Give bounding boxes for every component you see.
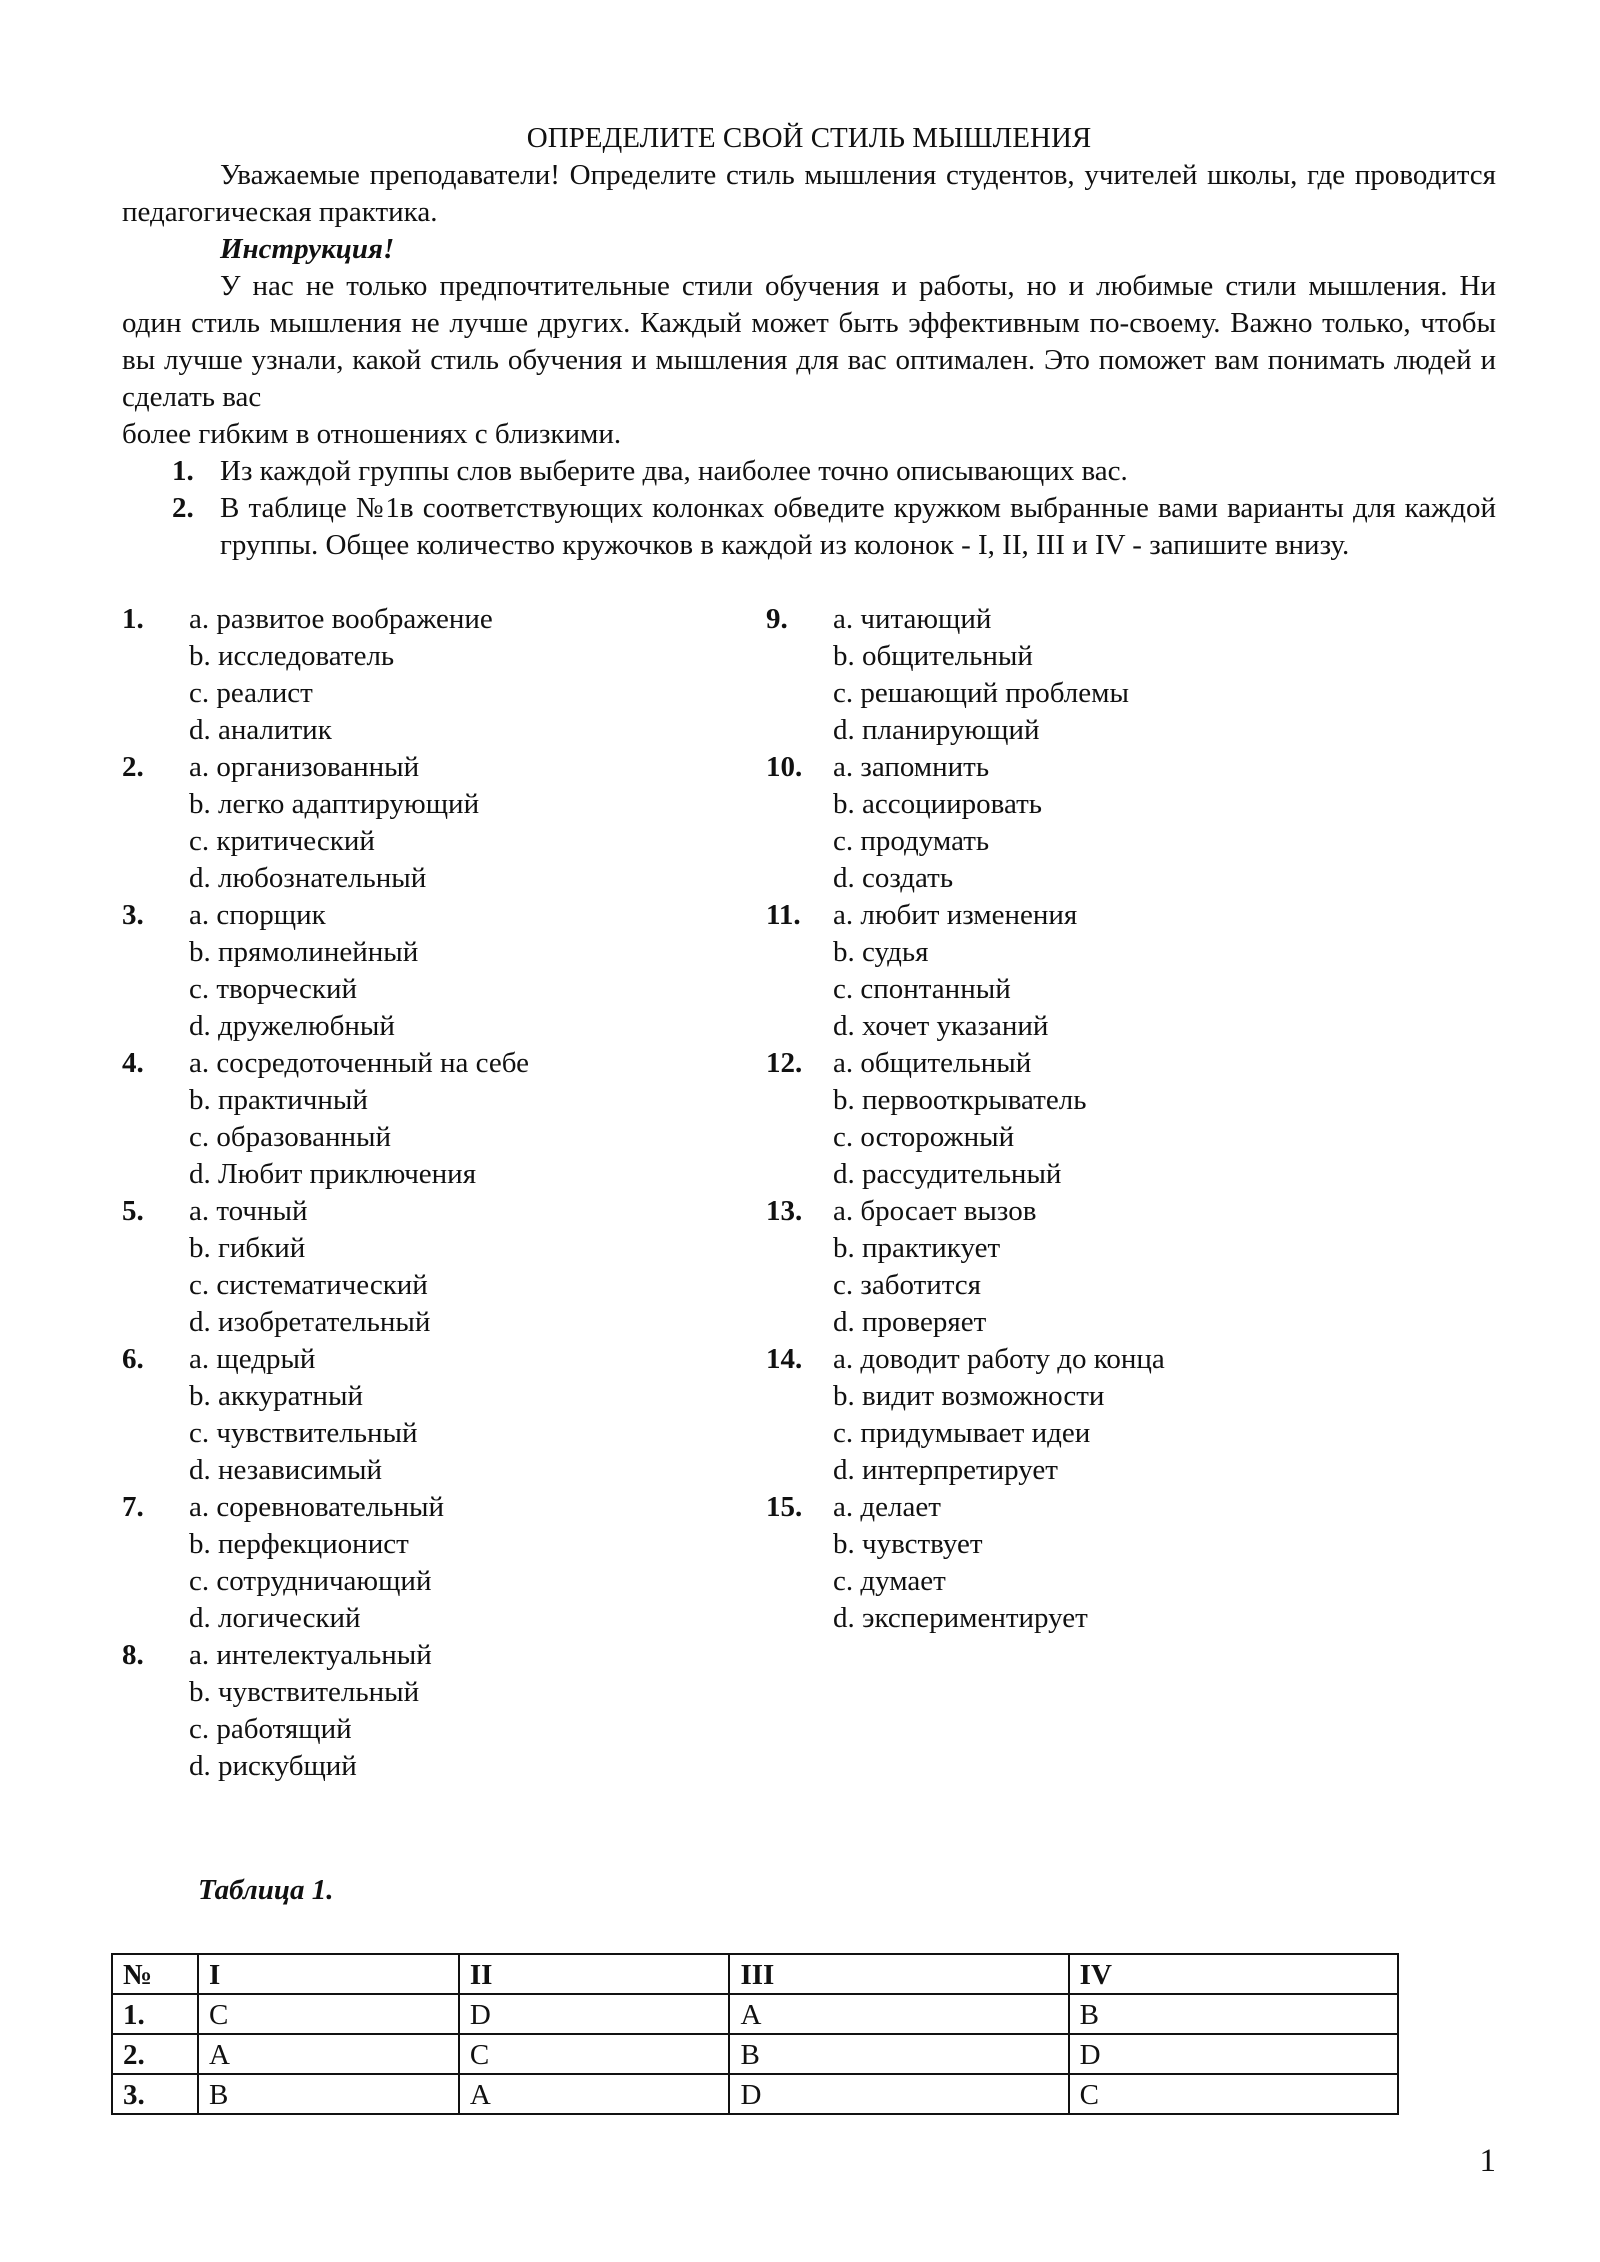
question-options — [189, 1045, 762, 1193]
page-title: ОПРЕДЕЛИТЕ СВОЙ СТИЛЬ МЫШЛЕНИЯ — [526, 122, 1092, 154]
table-row — [112, 2074, 1398, 2114]
question-option: c. систематический — [189, 1269, 428, 1301]
question-option: b. перфекционист — [189, 1528, 409, 1560]
question-number: 4. — [122, 1047, 144, 1079]
table-cell: B — [198, 2074, 459, 2114]
question-options — [833, 1045, 1406, 1193]
question-group — [122, 1637, 762, 1785]
question-group — [122, 897, 762, 1045]
step-number: 1. — [172, 455, 194, 487]
question-options — [189, 1193, 762, 1341]
question-option: d. создать — [833, 862, 954, 894]
question-option: a. точный — [189, 1195, 308, 1227]
table-cell: C — [1069, 2074, 1398, 2114]
question-options — [833, 1489, 1406, 1637]
question-option: d. независимый — [189, 1454, 383, 1486]
question-option: c. сотрудничающий — [189, 1565, 432, 1597]
question-options — [189, 601, 762, 749]
question-options — [833, 1193, 1406, 1341]
document-page — [122, 120, 1496, 1795]
questions-section — [122, 601, 1496, 1795]
step-number: 2. — [172, 492, 194, 524]
question-group — [122, 1341, 762, 1489]
question-options — [833, 897, 1406, 1045]
table-caption: Таблица 1. — [198, 1874, 334, 1906]
question-option: c. чувствительный — [189, 1417, 418, 1449]
question-group — [766, 1045, 1406, 1193]
question-option: d. планирующий — [833, 714, 1040, 746]
table-header-cell: III — [729, 1954, 1068, 1994]
question-number: 11. — [766, 899, 801, 931]
question-option: c. думает — [833, 1565, 946, 1597]
table-header-cell: I — [198, 1954, 459, 1994]
instruction-heading: Инструкция! — [220, 233, 395, 265]
question-option: d. аналитик — [189, 714, 332, 746]
question-option: c. образованный — [189, 1121, 392, 1153]
step-text: Из каждой группы слов выберите два, наиболее точно описывающих вас. — [220, 455, 1128, 487]
question-option: c. творческий — [189, 973, 357, 1005]
question-option: a. доводит работу до конца — [833, 1343, 1165, 1375]
question-options — [189, 749, 762, 897]
question-option: a. общительный — [833, 1047, 1032, 1079]
question-group — [766, 601, 1406, 749]
step-item — [122, 490, 1496, 564]
answer-table — [111, 1953, 1399, 2115]
question-option: b. ассоциировать — [833, 788, 1043, 820]
question-option: c. критический — [189, 825, 375, 857]
question-option: a. любит изменения — [833, 899, 1078, 931]
intro-paragraph: Уважаемые преподаватели! Определите стиль мышления студентов, учителей школы, где проводится педагогическая практика. — [122, 159, 1496, 228]
question-option: d. логический — [189, 1602, 361, 1634]
question-group — [122, 601, 762, 749]
question-option: c. решающий проблемы — [833, 677, 1129, 709]
table-row — [112, 2034, 1398, 2074]
question-option: b. аккуратный — [189, 1380, 363, 1412]
question-option: b. практичный — [189, 1084, 368, 1116]
question-group — [122, 1193, 762, 1341]
question-number: 1. — [122, 603, 144, 635]
question-option: a. развитое воображение — [189, 603, 493, 635]
question-number: 10. — [766, 751, 803, 783]
table-cell: C — [459, 2034, 730, 2074]
question-option: d. любознательный — [189, 862, 427, 894]
question-option: c. реалист — [189, 677, 313, 709]
question-option: a. читающий — [833, 603, 992, 635]
table-header-cell: № — [112, 1954, 198, 1994]
question-option: c. спонтанный — [833, 973, 1011, 1005]
question-option: b. чувствительный — [189, 1676, 420, 1708]
table-cell: A — [198, 2034, 459, 2074]
question-number: 9. — [766, 603, 788, 635]
table-header-cell: II — [459, 1954, 730, 1994]
table-row-number: 1. — [112, 1994, 198, 2034]
question-options — [189, 897, 762, 1045]
question-option: c. работящий — [189, 1713, 352, 1745]
question-group — [122, 749, 762, 897]
question-option: d. рискубщий — [189, 1750, 357, 1782]
table-cell: C — [198, 1994, 459, 2034]
question-number: 6. — [122, 1343, 144, 1375]
question-options — [833, 1341, 1406, 1489]
table-header-cell: IV — [1069, 1954, 1398, 1994]
question-number: 15. — [766, 1491, 803, 1523]
question-options — [189, 1341, 762, 1489]
question-options — [833, 601, 1406, 749]
question-option: b. первооткрыватель — [833, 1084, 1087, 1116]
question-options — [189, 1489, 762, 1637]
question-option: b. прямолинейный — [189, 936, 419, 968]
question-group — [122, 1489, 762, 1637]
step-text: В таблице №1в соответствующих колонках обведите кружком выбранные вами варианты для каждой группы. Общее количество кружочков в каждой из колонок - I, II, III и IV - запишите внизу. — [220, 492, 1496, 561]
question-option: d. дружелюбный — [189, 1010, 395, 1042]
table-cell: A — [729, 1994, 1068, 2034]
question-group — [766, 749, 1406, 897]
table-cell: A — [459, 2074, 730, 2114]
question-number: 8. — [122, 1639, 144, 1671]
question-group — [766, 897, 1406, 1045]
question-number: 7. — [122, 1491, 144, 1523]
instruction-paragraph-continued: более гибким в отношениях с близкими. — [122, 418, 622, 450]
table-row-number: 2. — [112, 2034, 198, 2074]
question-option: a. интелектуальный — [189, 1639, 432, 1671]
question-option: b. исследователь — [189, 640, 395, 672]
question-option: d. рассудительный — [833, 1158, 1062, 1190]
question-option: b. общительный — [833, 640, 1033, 672]
steps-list — [122, 453, 1496, 564]
question-option: d. изобретательный — [189, 1306, 431, 1338]
instruction-paragraph: У нас не только предпочтительные стили обучения и работы, но и любимые стили мышления. Ни один стиль мышления не лучше других. Каждый может быть эффективным по-своему. Важно только, чтобы вы лучше узнали, какой стиль обучения и мышления для вас оптимален. Это поможет вам понимать людей и сделать вас — [122, 270, 1496, 413]
question-option: d. хочет указаний — [833, 1010, 1049, 1042]
question-number: 12. — [766, 1047, 803, 1079]
question-number: 2. — [122, 751, 144, 783]
question-options — [189, 1637, 762, 1785]
question-group — [766, 1193, 1406, 1341]
question-option: d. проверяет — [833, 1306, 987, 1338]
question-option: c. продумать — [833, 825, 990, 857]
table-cell: B — [1069, 1994, 1398, 2034]
question-option: b. легко адаптирующий — [189, 788, 480, 820]
question-option: b. практикует — [833, 1232, 1001, 1264]
questions-column-left — [122, 601, 762, 1785]
question-option: a. бросает вызов — [833, 1195, 1037, 1227]
question-number: 13. — [766, 1195, 803, 1227]
question-group — [122, 1045, 762, 1193]
question-option: a. делает — [833, 1491, 941, 1523]
questions-column-right — [766, 601, 1406, 1637]
question-option: d. Любит приключения — [189, 1158, 477, 1190]
question-option: c. придумывает идеи — [833, 1417, 1091, 1449]
question-option: c. заботится — [833, 1269, 982, 1301]
question-option: c. осторожный — [833, 1121, 1015, 1153]
table-cell: D — [729, 2074, 1068, 2114]
question-number: 5. — [122, 1195, 144, 1227]
question-option: b. судья — [833, 936, 929, 968]
question-option: d. интерпретирует — [833, 1454, 1058, 1486]
question-number: 3. — [122, 899, 144, 931]
question-option: a. запомнить — [833, 751, 990, 783]
table-cell: D — [459, 1994, 730, 2034]
question-option: b. видит возможности — [833, 1380, 1105, 1412]
question-group — [766, 1489, 1406, 1637]
question-option: a. организованный — [189, 751, 420, 783]
page-number: 1 — [1479, 2143, 1496, 2179]
question-option: b. чувствует — [833, 1528, 983, 1560]
question-options — [833, 749, 1406, 897]
question-group — [766, 1341, 1406, 1489]
table-cell: B — [729, 2034, 1068, 2074]
step-item — [122, 453, 1496, 490]
table-row-number: 3. — [112, 2074, 198, 2114]
table-row — [112, 1994, 1398, 2034]
question-option: b. гибкий — [189, 1232, 306, 1264]
question-option: a. соревновательный — [189, 1491, 445, 1523]
question-option: a. сосредоточенный на себе — [189, 1047, 529, 1079]
question-number: 14. — [766, 1343, 803, 1375]
question-option: d. экспериментирует — [833, 1602, 1088, 1634]
table-cell: D — [1069, 2034, 1398, 2074]
question-option: a. спорщик — [189, 899, 326, 931]
question-option: a. щедрый — [189, 1343, 316, 1375]
table-header-row — [112, 1954, 1398, 1994]
